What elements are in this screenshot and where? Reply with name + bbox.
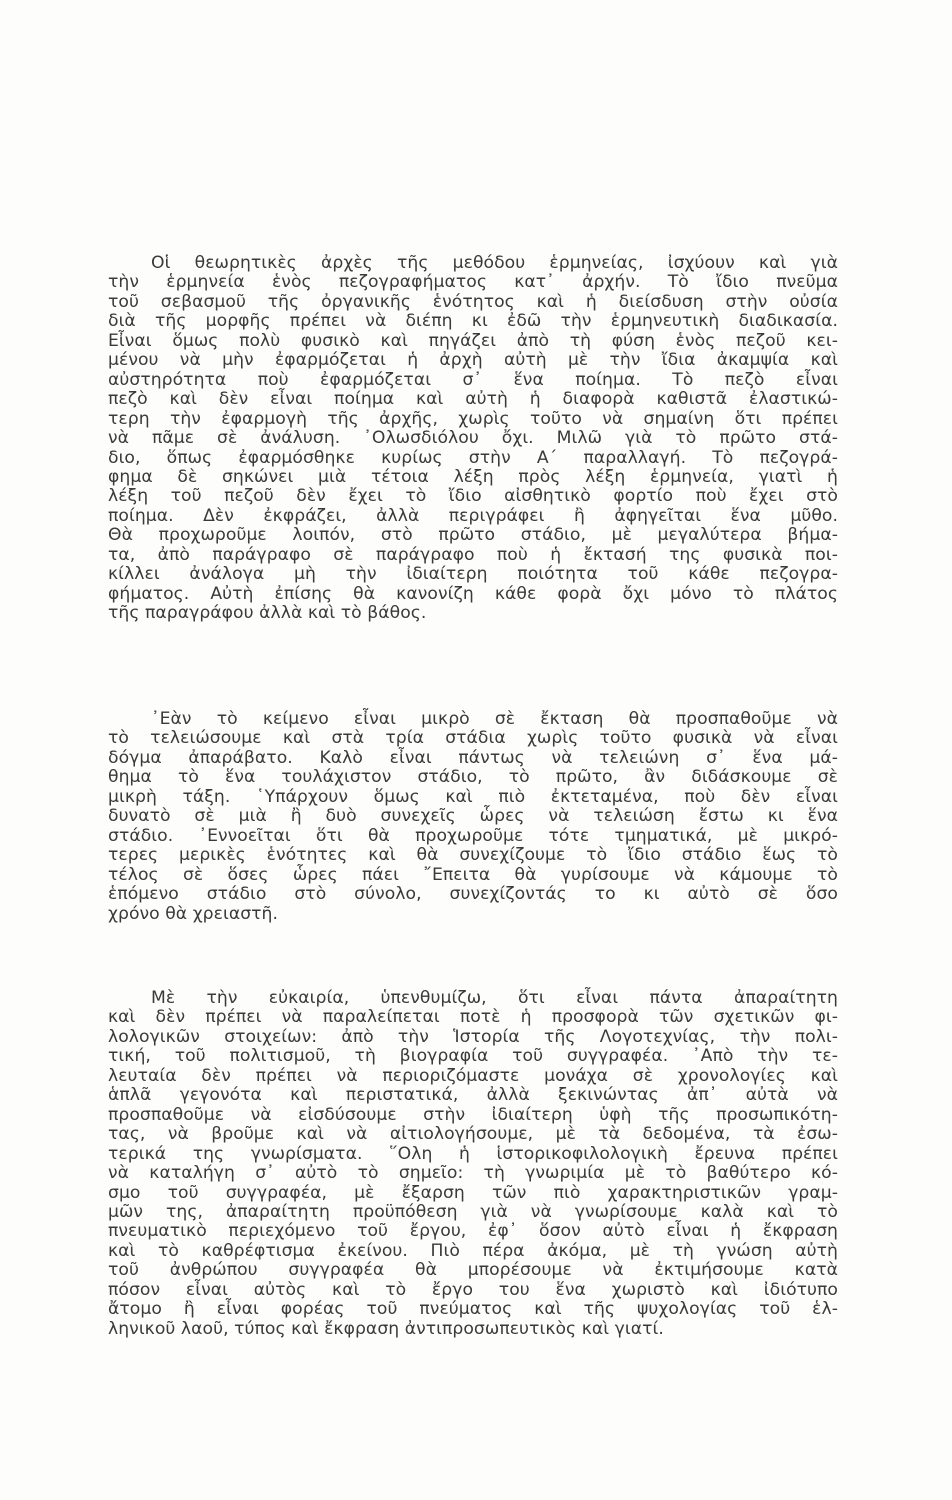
text-line: πεζὸ καὶ δὲν εἶναι ποίημα καὶ αὐτὴ ἡ διαφορὰ καθιστᾶ ἐλαστικώ- xyxy=(108,389,838,410)
text-line: τῆς παραγράφου ἀλλὰ καὶ τὸ βάθος. xyxy=(108,603,427,624)
text-line: τερικά της γνωρίσματα. ῞Ολη ἡ ἱστορικοφιλολογικὴ ἔρευνα πρέπει xyxy=(108,1143,838,1164)
text-line: φήματος. Αὐτὴ ἐπίσης θὰ κανονίζη κάθε φορὰ ὄχι μόνο τὸ πλάτος xyxy=(108,583,838,604)
paragraph-text xyxy=(108,710,838,924)
text-line: καὶ δὲν πρέπει νὰ παραλείπεται ποτὲ ἡ προσφορὰ τῶν σχετικῶν φι- xyxy=(108,1007,838,1028)
text-line: τὴν ἑρμηνεία ἑνὸς πεζογραφήματος κατ᾽ ἀρχήν. Τὸ ἴδιο πνεῦμα xyxy=(108,272,838,293)
text-line: δόγμα ἀπαράβατο. Καλὸ εἶναι πάντως νὰ τελειώνη σ᾽ ἕνα μά- xyxy=(108,747,838,768)
text-line: τερη τὴν ἐφαρμογὴ τῆς ἀρχῆς, χωρὶς τοῦτο νὰ σημαίνη ὅτι πρέπει xyxy=(108,408,838,429)
text-line: τερες μερικὲς ἑνότητες καὶ θὰ συνεχίζουμε τὸ ἴδιο στάδιο ἕως τὸ xyxy=(108,845,838,866)
text-line: νὰ πᾶμε σὲ ἀνάλυση. ᾽Ολωσδιόλου ὄχι. Μιλῶ γιὰ τὸ πρῶτο στά- xyxy=(108,428,838,449)
text-line: λολογικῶν στοιχείων: ἀπὸ τὴν Ἱστορία τῆς Λογοτεχνίας, τὴν πολι- xyxy=(108,1026,838,1047)
text-line: Θὰ προχωροῦμε λοιπόν, στὸ πρῶτο στάδιο, μὲ μεγαλύτερα βήμα- xyxy=(108,525,838,546)
text-line: διὰ τῆς μορφῆς πρέπει νὰ διέπη κι ἐδῶ τὴν ἑρμηνευτικὴ διαδικασία. xyxy=(108,311,838,332)
text-line: νὰ καταλήγη σ᾽ αὐτὸ τὸ σημεῖο: τὴ γνωριμία μὲ τὸ βαθύτερο κό- xyxy=(108,1163,838,1184)
text-line: καὶ τὸ καθρέφτισμα ἐκείνου. Πιὸ πέρα ἀκόμα, μὲ τὴ γνώση αὐτὴ xyxy=(108,1240,838,1261)
text-line: κίλλει ἀνάλογα μὴ τὴν ἰδιαίτερη ποιότητα τοῦ κάθε πεζογρα- xyxy=(108,564,838,585)
text-line: μένου νὰ μὴν ἐφαρμόζεται ἡ ἀρχὴ αὐτὴ μὲ τὴν ἴδια ἀκαμψία καὶ xyxy=(108,350,838,371)
text-line: διο, ὅπως ἐφαρμόσθηκε κυρίως στὴν Α΄ παραλλαγή. Τὸ πεζογρά- xyxy=(108,447,838,468)
text-line: ληνικοῦ λαοῦ, τύπος καὶ ἔκφραση ἀντιπροσωπευτικὸς καὶ γιατί. xyxy=(108,1318,664,1339)
text-line: δυνατὸ σὲ μιὰ ἢ δυὸ συνεχεῖς ὧρες νὰ τελειώση ἔστω κι ἕνα xyxy=(108,806,838,827)
text-line: πόσον εἶναι αὐτὸς καὶ τὸ ἔργο του ἕνα χωριστὸ καὶ ἰδιότυπο xyxy=(108,1279,838,1300)
text-line: τοῦ ἀνθρώπου συγγραφέα θὰ μπορέσουμε νὰ ἐκτιμήσουμε κατὰ xyxy=(108,1260,838,1281)
text-line: Μὲ τὴν εὐκαιρία, ὑπενθυμίζω, ὅτι εἶναι πάντα ἀπαραίτητη xyxy=(151,988,838,1008)
text-line: μῶν της, ἀπαραίτητη προϋπόθεση γιὰ νὰ γνωρίσουμε καλὰ καὶ τὸ xyxy=(108,1201,838,1222)
text-line: θημα τὸ ἕνα τουλάχιστον στάδιο, τὸ πρῶτο, ἂν διδάσκουμε σὲ xyxy=(108,767,838,788)
text-line: τοῦ σεβασμοῦ τῆς ὀργανικῆς ἑνότητος καὶ ἡ διείσδυση στὴν οὐσία xyxy=(108,291,838,312)
text-line: τέλος σὲ ὅσες ὧρες πάει ῎Επειτα θὰ γυρίσουμε νὰ κάμουμε τὸ xyxy=(108,864,838,885)
text-line: Οἱ θεωρητικὲς ἀρχὲς τῆς μεθόδου ἑρμηνείας, ἰσχύουν καὶ γιὰ xyxy=(151,253,838,273)
text-line: ἑπόμενο στάδιο στὸ σύνολο, συνεχίζοντάς το κι αὐτὸ σὲ ὅσο xyxy=(108,884,838,905)
text-line: λέξη τοῦ πεζοῦ δὲν ἔχει τὸ ἴδιο αἰσθητικὸ φορτίο ποὺ ἔχει στὸ xyxy=(108,486,838,507)
text-line: ἄτομο ἢ εἶναι φορέας τοῦ πνεύματος καὶ τῆς ψυχολογίας τοῦ ἑλ- xyxy=(108,1299,838,1320)
text-line: τὸ τελειώσουμε καὶ στὰ τρία στάδια χωρὶς τοῦτο φυσικὰ νὰ εἶναι xyxy=(108,728,838,749)
paragraph-3 xyxy=(108,989,838,1339)
paragraph-2 xyxy=(108,710,838,924)
text-line: στάδιο. ᾽Εννοεῖται ὅτι θὰ προχωροῦμε τότε τμηματικά, μὲ μικρό- xyxy=(108,825,838,846)
text-line: μικρὴ τάξη. ῾Υπάρχουν ὅμως καὶ πιὸ ἐκτεταμένα, ποὺ δὲν εἶναι xyxy=(108,786,838,807)
text-line: τα, ἀπὸ παράγραφο σὲ παράγραφο ποὺ ἡ ἔκτασή της φυσικὰ ποι- xyxy=(108,544,838,565)
text-line: τας, νὰ βροῦμε καὶ νὰ αἰτιολογήσουμε, μὲ τὰ δεδομένα, τὰ ἐσω- xyxy=(108,1124,838,1145)
text-line: Εἶναι ὅμως πολὺ φυσικὸ καὶ πηγάζει ἀπὸ τὴ φύση ἑνὸς πεζοῦ κει- xyxy=(108,330,838,351)
text-line: σμο τοῦ συγγραφέα, μὲ ἔξαρση τῶν πιὸ χαρακτηριστικῶν γραμ- xyxy=(108,1182,838,1203)
text-line: λευταία δὲν πρέπει νὰ περιοριζόμαστε μονάχα σὲ χρονολογίες καὶ xyxy=(108,1065,838,1086)
text-line: πνευματικὸ περιεχόμενο τοῦ ἔργου, ἐφ᾽ ὅσον αὐτὸ εἶναι ἡ ἔκφραση xyxy=(108,1221,838,1242)
text-line: αὐστηρότητα ποὺ ἐφαρμόζεται σ᾽ ἕνα ποίημα. Τὸ πεζὸ εἶναι xyxy=(108,369,838,390)
paragraph-text xyxy=(108,254,838,624)
text-line: ποίημα. Δὲν ἐκφράζει, ἀλλὰ περιγράφει ἢ ἀφηγεῖται ἕνα μῦθο. xyxy=(108,505,838,526)
text-line: προσπαθοῦμε νὰ εἰσδύσουμε στὴν ἰδιαίτερη ὑφὴ τῆς προσωπικότη- xyxy=(108,1104,838,1125)
text-line: ἁπλᾶ γεγονότα καὶ περιστατικά, ἀλλὰ ξεκινώντας ἀπ᾽ αὐτὰ νὰ xyxy=(108,1085,838,1106)
paragraph-1 xyxy=(108,254,838,624)
text-line: φημα δὲ σηκώνει μιὰ τέτοια λέξη πρὸς λέξη ἑρμηνεία, γιατὶ ἡ xyxy=(108,466,838,487)
text-line: τική, τοῦ πολιτισμοῦ, τὴ βιογραφία τοῦ συγγραφέα. ᾽Απὸ τὴν τε- xyxy=(108,1046,838,1067)
paragraph-text xyxy=(108,989,838,1339)
text-line: χρόνο θὰ χρειαστῆ. xyxy=(108,903,279,924)
text-line: ᾽Εὰν τὸ κείμενο εἶναι μικρὸ σὲ ἔκταση θὰ προσπαθοῦμε νὰ xyxy=(151,709,838,729)
